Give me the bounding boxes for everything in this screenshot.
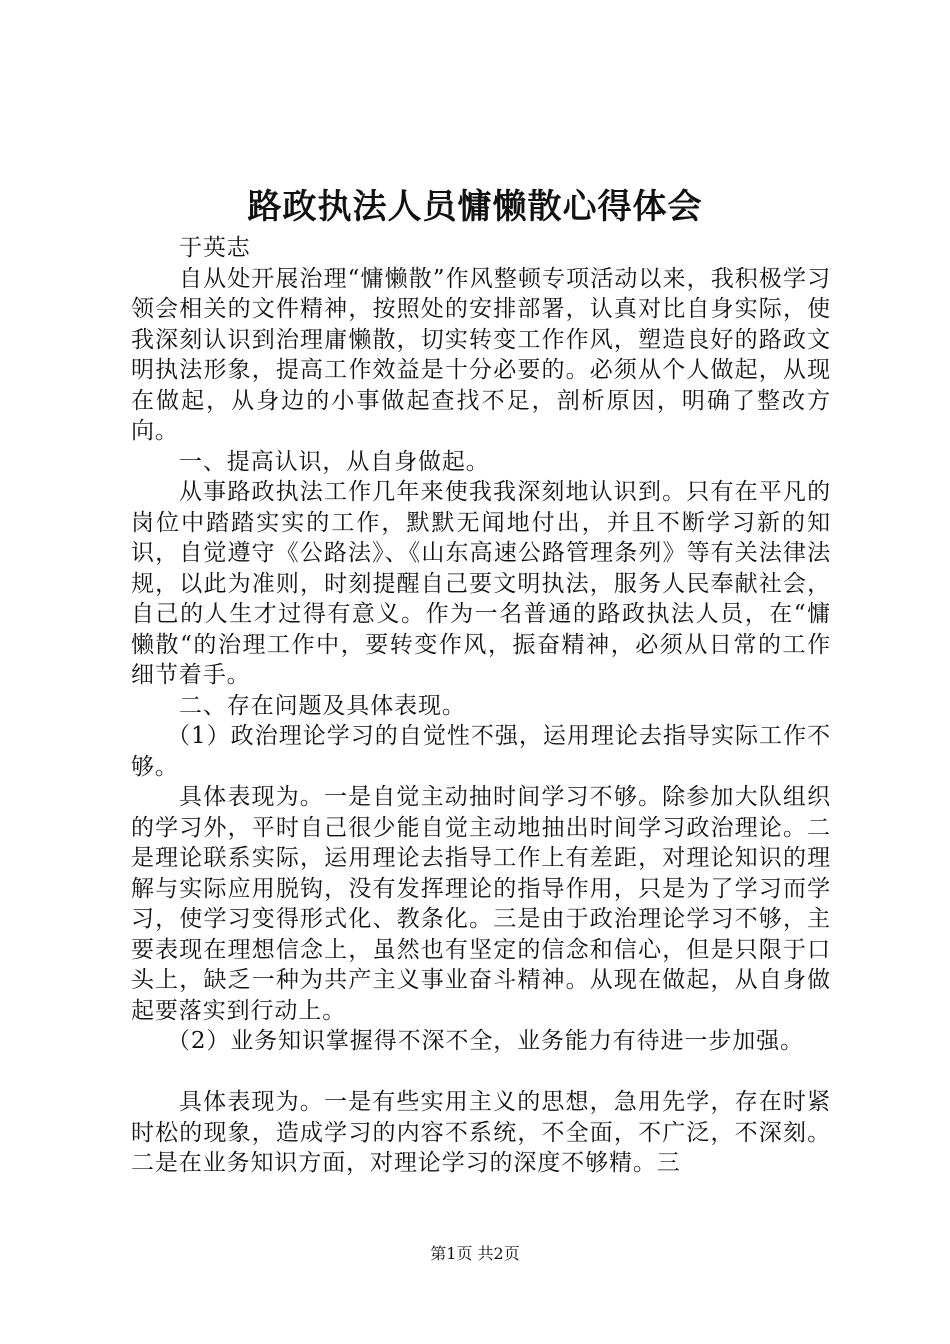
section-heading-1: 一、提高认识，从自身做起。 <box>179 448 490 475</box>
subheading-2: （2）业务知识掌握得不深不全，业务能力有待进一步加强。 <box>167 1028 804 1054</box>
paragraph-detail-2: 具体表现为。一是有些实用主义的思想，急用先学，存在时紧时松的现象，造成学习的内容不系统，不全面，不广泛，不深刻。二是在业务知识方面，对理论学习的深度不够精。三 <box>131 1089 831 1176</box>
paragraph-detail-1: 具体表现为。一是自觉主动抽时间学习不够。除参加大队组织的学习外，平时自己很少能自觉主动地抽出时间学习政治理论。二是理论联系实际，运用理论去指导工作上有差距，对理论知识的理解与实际应用脱钩，没有发挥理论的指导作用，只是为了学习而学习，使学习变得形式化、教条化。三是由于政治理论学习不够，主要表现在理想信念上，虽然也有坚定的信念和信心，但是只限于口头上，缺乏一种为共产主义事业奋斗精神。从现在做起，从自身做起要落实到行动上。 <box>131 784 831 1024</box>
section-heading-2: 二、存在问题及具体表现。 <box>179 692 466 719</box>
page-footer: 第1页 共2页 <box>430 1244 520 1263</box>
document-body <box>131 233 831 1179</box>
document-title: 路政执法人员慵懒散心得体会 <box>247 187 703 227</box>
subheading-1: （1）政治理论学习的自觉性不强，运用理论去指导实际工作不够。 <box>131 723 831 780</box>
paragraph-intro: 自从处开展治理“慵懒散”作风整顿专项活动以来，我积极学习领会相关的文件精神，按照处的安排部署，认真对比自身实际，使我深刻认识到治理庸懒散，切实转变工作作风，塑造良好的路政文明执法形象，提高工作效益是十分必要的。必须从个人做起，从现在做起，从身边的小事做起查找不足，剖析原因，明确了整改方向。 <box>131 265 831 444</box>
author-name: 于英志 <box>179 235 251 261</box>
paragraph-section-1: 从事路政执法工作几年来使我我深刻地认识到。只有在平凡的岗位中踏踏实实的工作，默默无闻地付出，并且不断学习新的知识，自觉遵守《公路法》、《山东高速公路管理条列》等有关法律法规，以此为准则，时刻提醒自己要文明执法，服务人民奉献社会，自己的人生才过得有意义。作为一名普通的路政执法人员，在“慵懒散“的治理工作中，要转变作风，振奋精神，必须从日常的工作细节着手。 <box>131 479 831 688</box>
